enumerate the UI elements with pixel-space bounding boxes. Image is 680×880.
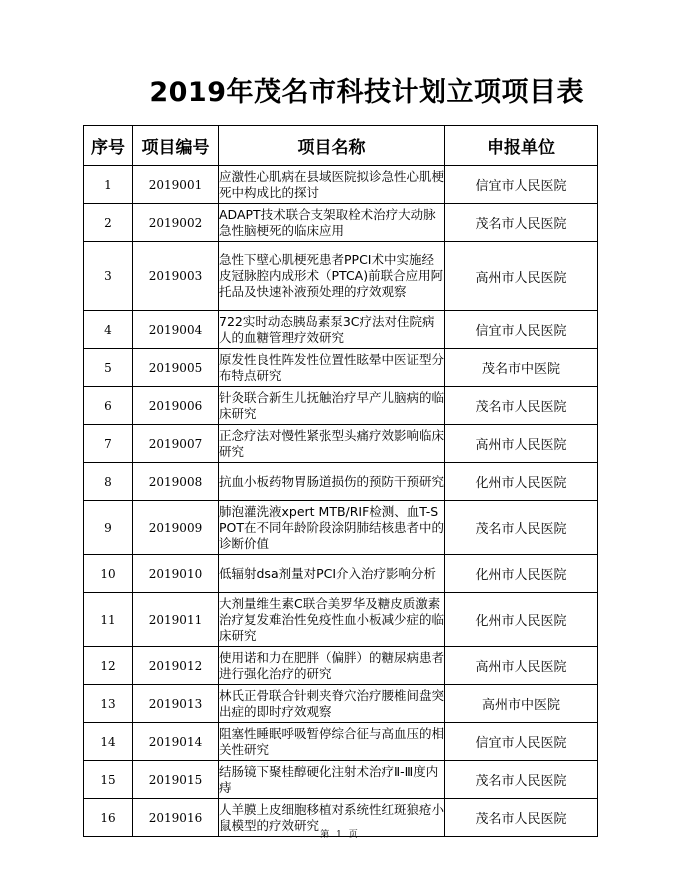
row-unit: 高州市人民医院 <box>445 425 598 463</box>
row-name: 抗血小板药物胃肠道损伤的预防干预研究 <box>219 463 445 501</box>
header-seq: 序号 <box>84 126 133 166</box>
row-seq: 15 <box>84 761 133 799</box>
header-name: 项目名称 <box>219 126 445 166</box>
row-code: 2019011 <box>133 593 219 647</box>
row-unit: 茂名市人民医院 <box>445 204 598 242</box>
row-seq: 16 <box>84 799 133 837</box>
row-seq: 7 <box>84 425 133 463</box>
page-title: 2019年茂名市科技计划立项项目表 <box>149 77 584 108</box>
row-name: 722实时动态胰岛素泵3C疗法对住院病人的血糖管理疗效研究 <box>219 311 445 349</box>
row-seq: 6 <box>84 387 133 425</box>
row-seq: 4 <box>84 311 133 349</box>
row-code: 2019006 <box>133 387 219 425</box>
row-unit: 茂名市人民医院 <box>445 799 598 837</box>
row-code: 2019014 <box>133 723 219 761</box>
row-name: 针灸联合新生儿抚触治疗早产儿脑病的临床研究 <box>219 387 445 425</box>
row-code: 2019012 <box>133 647 219 685</box>
row-unit: 高州市中医院 <box>445 685 598 723</box>
row-seq: 13 <box>84 685 133 723</box>
row-unit: 高州市人民医院 <box>445 647 598 685</box>
row-code: 2019010 <box>133 555 219 593</box>
row-seq: 1 <box>84 166 133 204</box>
table-row <box>84 761 598 799</box>
header-unit: 申报单位 <box>445 126 598 166</box>
row-code: 2019016 <box>133 799 219 837</box>
table-row <box>84 593 598 647</box>
table-row <box>84 555 598 593</box>
row-unit: 信宜市人民医院 <box>445 311 598 349</box>
row-code: 2019005 <box>133 349 219 387</box>
row-seq: 5 <box>84 349 133 387</box>
row-name: 应激性心肌病在县域医院拟诊急性心肌梗死中构成比的探讨 <box>219 166 445 204</box>
row-name: 结肠镜下聚桂醇硬化注射术治疗Ⅱ-Ⅲ度内痔 <box>219 761 445 799</box>
table-row <box>84 166 598 204</box>
row-code: 2019002 <box>133 204 219 242</box>
row-seq: 10 <box>84 555 133 593</box>
row-unit: 茂名市人民医院 <box>445 501 598 555</box>
row-seq: 11 <box>84 593 133 647</box>
row-name: 原发性良性阵发性位置性眩晕中医证型分布特点研究 <box>219 349 445 387</box>
row-code: 2019003 <box>133 242 219 311</box>
row-name: 肺泡灌洗液xpert MTB/RIF检测、血T-SPOT在不同年龄阶段涂阴肺结核患者中的诊断价值 <box>219 501 445 555</box>
row-name: 阻塞性睡眠呼吸暂停综合征与高血压的相关性研究 <box>219 723 445 761</box>
table-row <box>84 204 598 242</box>
row-unit: 信宜市人民医院 <box>445 723 598 761</box>
table-row <box>84 647 598 685</box>
row-unit: 化州市人民医院 <box>445 463 598 501</box>
row-name: 低辐射dsa剂量对PCI介入治疗影响分析 <box>219 555 445 593</box>
row-code: 2019004 <box>133 311 219 349</box>
row-code: 2019008 <box>133 463 219 501</box>
row-seq: 12 <box>84 647 133 685</box>
row-code: 2019009 <box>133 501 219 555</box>
table-row <box>84 349 598 387</box>
row-unit: 茂名市人民医院 <box>445 761 598 799</box>
table-row <box>84 311 598 349</box>
table-row <box>84 425 598 463</box>
row-name: 使用诺和力在肥胖（偏胖）的糖尿病患者进行强化治疗的研究 <box>219 647 445 685</box>
table-row <box>84 723 598 761</box>
row-unit: 高州市人民医院 <box>445 242 598 311</box>
header-code: 项目编号 <box>133 126 219 166</box>
page-number: 第 1 页 <box>320 830 360 840</box>
table-header-row <box>84 126 598 166</box>
row-unit: 信宜市人民医院 <box>445 166 598 204</box>
table-row <box>84 387 598 425</box>
row-unit: 化州市人民医院 <box>445 555 598 593</box>
row-seq: 8 <box>84 463 133 501</box>
row-seq: 3 <box>84 242 133 311</box>
project-table <box>83 125 598 837</box>
table-row <box>84 463 598 501</box>
row-unit: 化州市人民医院 <box>445 593 598 647</box>
row-code: 2019013 <box>133 685 219 723</box>
row-seq: 14 <box>84 723 133 761</box>
row-seq: 9 <box>84 501 133 555</box>
row-code: 2019007 <box>133 425 219 463</box>
row-name: 林氏正骨联合针刺夹脊穴治疗腰椎间盘突出症的即时疗效观察 <box>219 685 445 723</box>
row-name: 正念疗法对慢性紧张型头痛疗效影响临床研究 <box>219 425 445 463</box>
row-unit: 茂名市中医院 <box>445 349 598 387</box>
row-code: 2019015 <box>133 761 219 799</box>
row-name: ADAPT技术联合支架取栓术治疗大动脉急性脑梗死的临床应用 <box>219 204 445 242</box>
row-name: 急性下壁心肌梗死患者PPCI术中实施经皮冠脉腔内成形术（PTCA)前联合应用阿托品及快速补液预处理的疗效观察 <box>219 242 445 311</box>
row-code: 2019001 <box>133 166 219 204</box>
table-row <box>84 242 598 311</box>
row-name: 大剂量维生素C联合美罗华及糖皮质激素治疗复发难治性免疫性血小板减少症的临床研究 <box>219 593 445 647</box>
row-name: 人羊膜上皮细胞移植对系统性红斑狼疮小鼠模型的疗效研究 <box>219 799 445 837</box>
table-row <box>84 501 598 555</box>
row-seq: 2 <box>84 204 133 242</box>
row-unit: 茂名市人民医院 <box>445 387 598 425</box>
table-row <box>84 685 598 723</box>
